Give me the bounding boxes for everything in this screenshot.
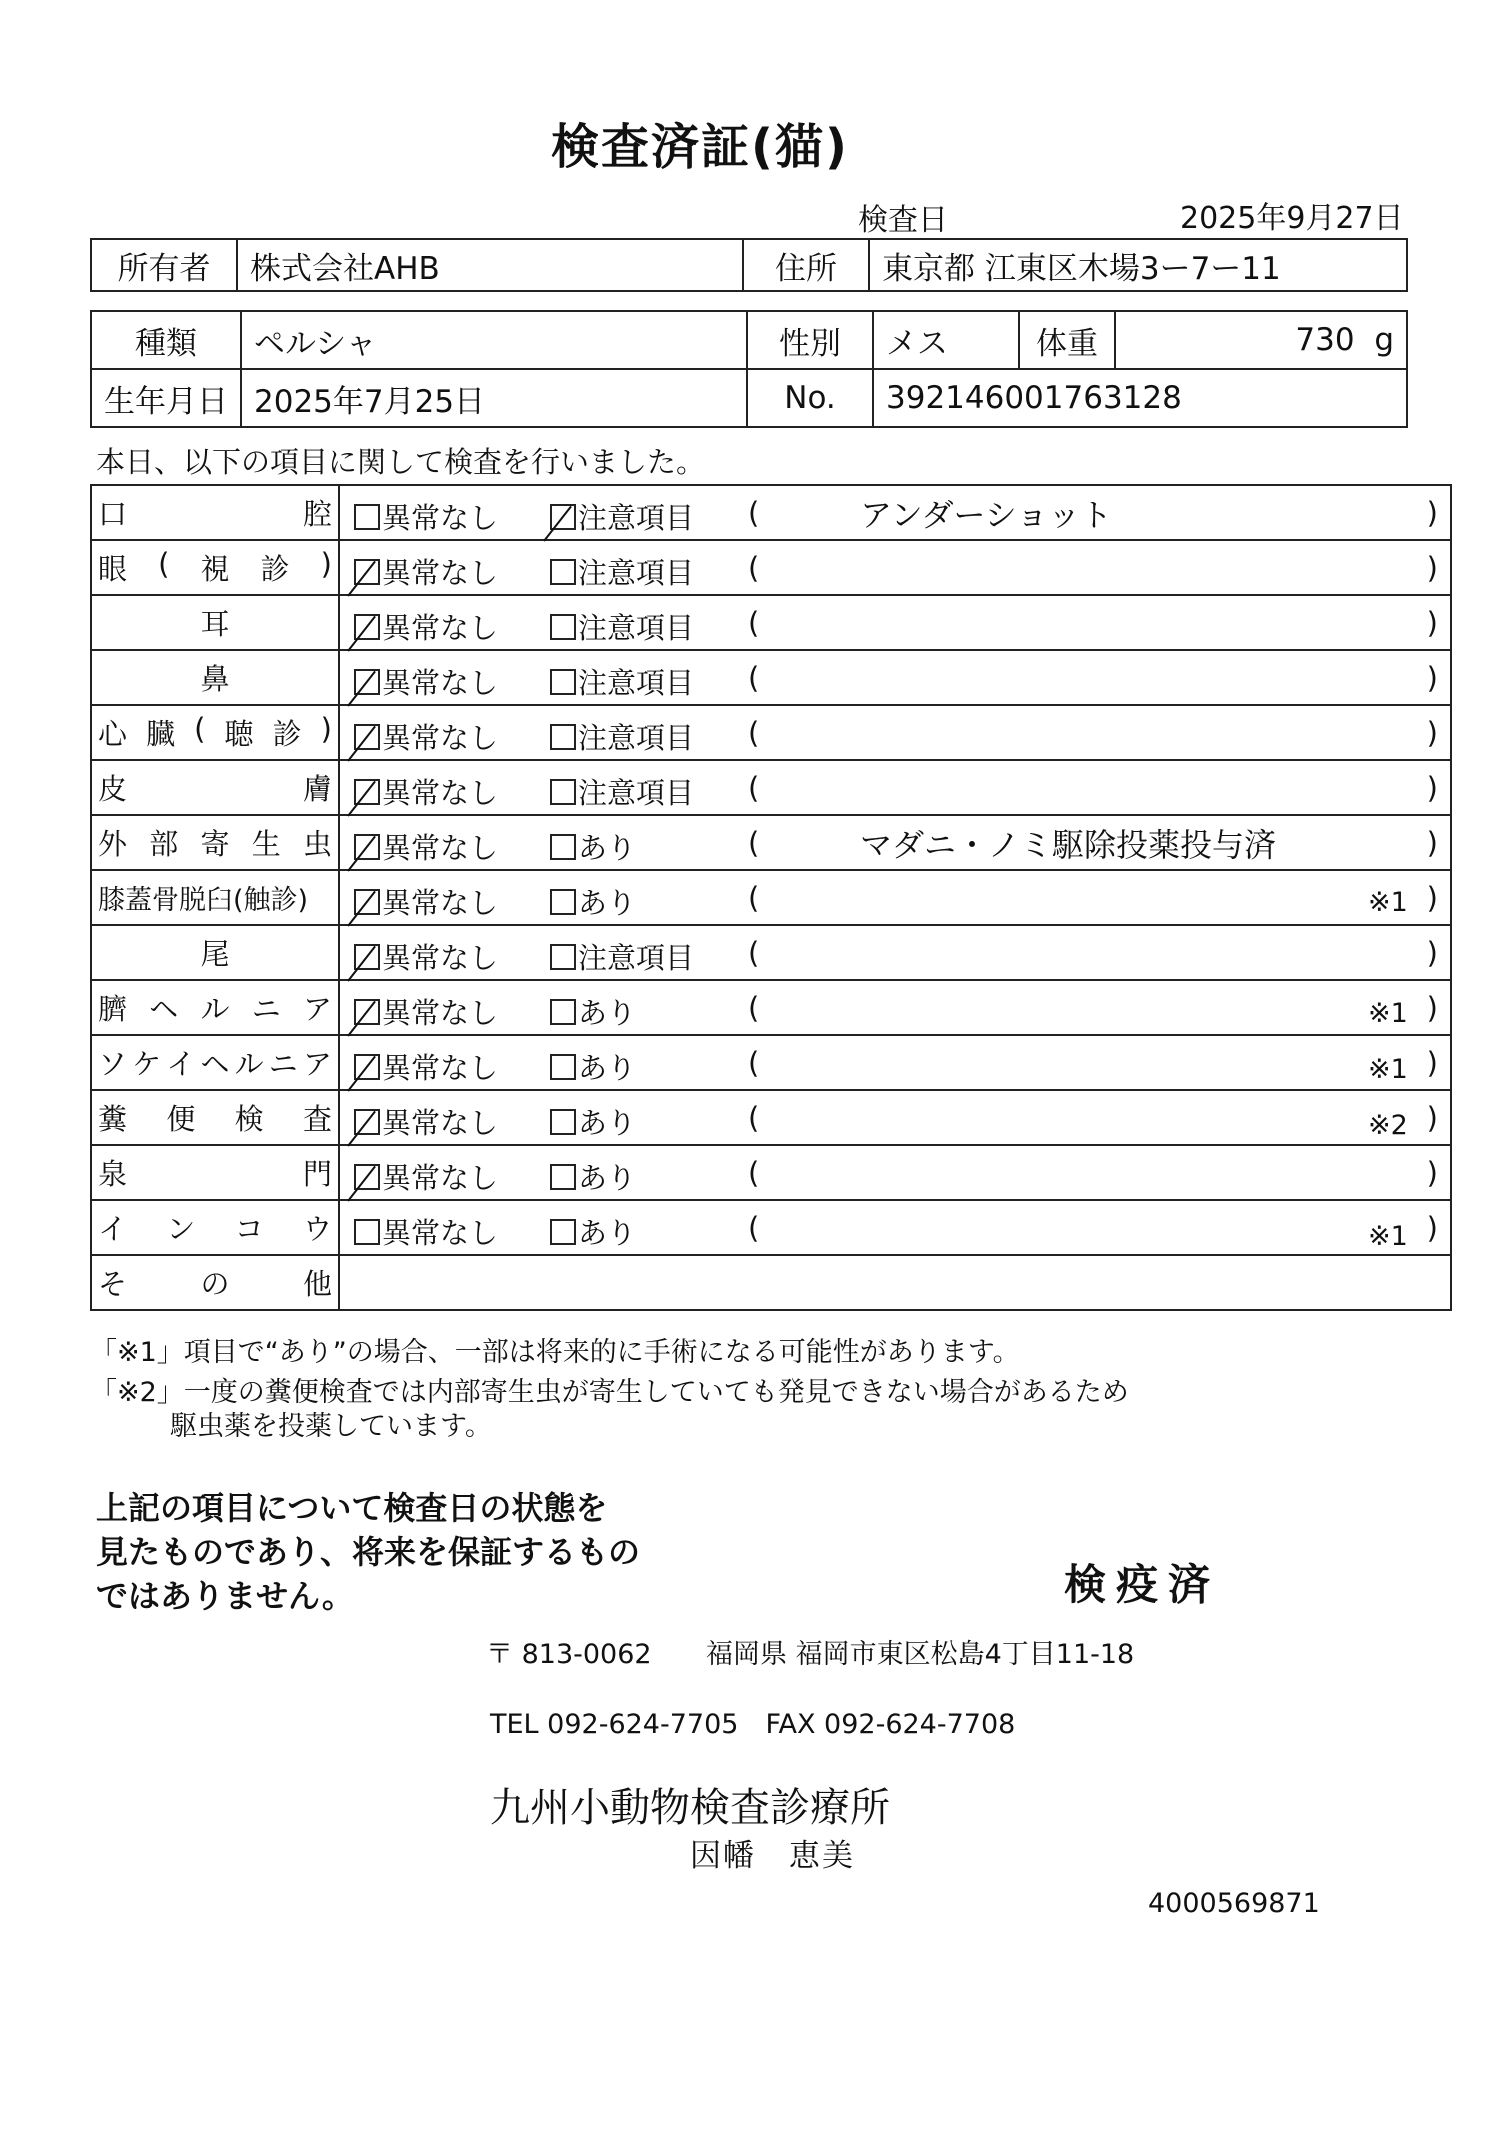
- owner-value: 株式会社AHB: [237, 239, 743, 291]
- weight-unit: g: [1374, 322, 1394, 358]
- option-secondary-label: 注意項目: [578, 501, 695, 535]
- paren-close: ): [1426, 1046, 1438, 1080]
- option-secondary[interactable]: [550, 551, 694, 592]
- option-normal[interactable]: [354, 661, 498, 702]
- checkbox-icon[interactable]: [354, 614, 380, 640]
- option-secondary-label: あり: [578, 1106, 637, 1140]
- option-normal-label: 異常なし: [382, 556, 499, 590]
- disclaimer-line: ではありません。: [96, 1577, 354, 1615]
- intro-text: 本日、以下の項目に関して検査を行いました。: [96, 445, 706, 479]
- paren-close: ): [1426, 496, 1438, 530]
- option-normal-label: 異常なし: [382, 776, 499, 810]
- item-label: 糞 便 検 査: [98, 1102, 332, 1136]
- paren-close: ): [1426, 606, 1438, 640]
- option-secondary-label: 注意項目: [578, 721, 695, 755]
- item-label: 心 臓 ( 聴 診 ): [98, 712, 332, 751]
- checkbox-icon[interactable]: [354, 504, 380, 530]
- checkbox-icon[interactable]: [550, 944, 576, 970]
- checkbox-icon[interactable]: [354, 834, 380, 860]
- option-normal-label: 異常なし: [382, 1216, 499, 1250]
- tel-fax: TEL 092-624-7705 FAX 092-624-7708: [490, 1709, 1016, 1740]
- option-normal[interactable]: [354, 1211, 498, 1252]
- paren-close: ): [1426, 991, 1438, 1025]
- footnote-mark: ※1: [1368, 886, 1408, 918]
- item-label-cell: [91, 1035, 339, 1090]
- checkbox-icon[interactable]: [354, 944, 380, 970]
- item-options-cell: [339, 815, 1451, 870]
- option-normal-label: 異常なし: [382, 1161, 499, 1195]
- check-row: [91, 1035, 1451, 1090]
- checkbox-icon[interactable]: [354, 1219, 380, 1245]
- paren-close: ): [1426, 551, 1438, 585]
- paren-close: ): [1426, 1156, 1438, 1190]
- paren-close: ): [1426, 661, 1438, 695]
- option-secondary-label: あり: [578, 1161, 637, 1195]
- item-label: 臍 ヘ ル ニ ア: [98, 992, 332, 1026]
- option-normal[interactable]: [354, 551, 498, 592]
- sex-value: メス: [873, 311, 1019, 369]
- option-normal[interactable]: [354, 716, 498, 757]
- item-options-cell: [339, 925, 1451, 980]
- item-label-cell: [91, 650, 339, 705]
- footnote-mark: ※1: [1368, 1221, 1408, 1253]
- clinic-name: 九州小動物検査診療所: [490, 1785, 890, 1831]
- checkbox-icon[interactable]: [354, 999, 380, 1025]
- option-normal-label: 異常なし: [382, 666, 499, 700]
- option-secondary[interactable]: [550, 826, 636, 867]
- item-label-cell: [91, 485, 339, 540]
- item-label: 尾: [200, 937, 230, 971]
- option-secondary[interactable]: [550, 1046, 636, 1087]
- item-options-cell: [339, 1090, 1451, 1145]
- item-label: 口 腔: [98, 497, 332, 531]
- item-label-cell: [91, 595, 339, 650]
- item-options-cell: [339, 1145, 1451, 1200]
- item-label-cell: [91, 540, 339, 595]
- option-normal[interactable]: [354, 771, 498, 812]
- check-row: [91, 485, 1451, 540]
- checkbox-icon[interactable]: [550, 724, 576, 750]
- option-secondary[interactable]: [550, 1156, 636, 1197]
- checkbox-icon[interactable]: [550, 669, 576, 695]
- disclaimer-line: 見たものであり、将来を保証するもの: [96, 1533, 641, 1571]
- paren-close: ): [1426, 1101, 1438, 1135]
- check-row: [91, 1090, 1451, 1145]
- option-secondary[interactable]: [550, 716, 694, 757]
- item-label: 皮 膚: [98, 772, 332, 806]
- check-row: [91, 815, 1451, 870]
- paren-open: (: [748, 551, 760, 585]
- weight-value: 730 g: [1115, 311, 1407, 369]
- option-secondary-label: 注意項目: [578, 666, 695, 700]
- footnote-2-line-2: 駆虫薬を投薬しています。: [170, 1411, 492, 1442]
- item-label: 外 部 寄 生 虫: [98, 827, 332, 861]
- checkbox-icon[interactable]: [550, 614, 576, 640]
- item-label: 眼 ( 視 診 ): [98, 547, 332, 586]
- paren-open: (: [748, 991, 760, 1025]
- paren-close: ): [1426, 1211, 1438, 1245]
- paren-open: (: [748, 1211, 760, 1245]
- item-label-cell: [91, 1145, 339, 1200]
- check-row: [91, 705, 1451, 760]
- item-options-cell: [339, 1200, 1451, 1255]
- disclaimer: [96, 1486, 640, 1618]
- item-label: 耳: [200, 607, 230, 641]
- item-label-cell: [91, 815, 339, 870]
- option-secondary-label: あり: [578, 1216, 637, 1250]
- paren-open: (: [748, 826, 760, 860]
- checkbox-icon[interactable]: [550, 889, 576, 915]
- option-secondary[interactable]: [550, 881, 636, 922]
- check-row: [91, 650, 1451, 705]
- item-label: 膝蓋骨脱臼(触診): [98, 885, 309, 916]
- paren-close: ): [1426, 826, 1438, 860]
- check-row-other: [91, 1255, 1451, 1310]
- clinic-address: 福岡県 福岡市東区松島4丁目11-18: [706, 1639, 1135, 1670]
- option-normal[interactable]: [354, 826, 498, 867]
- option-secondary-label: 注意項目: [578, 776, 695, 810]
- checkbox-icon[interactable]: [550, 559, 576, 585]
- disclaimer-line: 上記の項目について検査日の状態を: [96, 1489, 608, 1527]
- checkbox-icon[interactable]: [550, 1054, 576, 1080]
- footnote-mark: ※1: [1368, 998, 1408, 1030]
- item-label-cell: [91, 1255, 339, 1310]
- option-normal-label: 異常なし: [382, 1106, 499, 1140]
- option-normal-label: 異常なし: [382, 501, 499, 535]
- paren-open: (: [748, 771, 760, 805]
- option-secondary[interactable]: [550, 936, 694, 977]
- weight-label: 体重: [1019, 311, 1115, 369]
- no-value: 392146001763128: [873, 369, 1407, 427]
- check-row: [91, 870, 1451, 925]
- paren-open: (: [748, 606, 760, 640]
- paren-close: ): [1426, 881, 1438, 915]
- breed-value: ペルシャ: [241, 311, 747, 369]
- item-label-cell: [91, 1090, 339, 1145]
- paren-open: (: [748, 496, 760, 530]
- checkbox-icon[interactable]: [354, 1109, 380, 1135]
- owner-table: [90, 238, 1408, 292]
- check-row: [91, 925, 1451, 980]
- item-options-cell: [339, 705, 1451, 760]
- item-label-cell: [91, 1200, 339, 1255]
- item-label: イ ン コ ウ: [98, 1212, 332, 1246]
- item-label: 鼻: [200, 662, 230, 696]
- item-label-cell: [91, 870, 339, 925]
- item-label-cell: [91, 705, 339, 760]
- breed-label: 種類: [91, 311, 241, 369]
- check-row: [91, 595, 1451, 650]
- option-normal[interactable]: [354, 881, 498, 922]
- footnote-1: 「※1」項目で“あり”の場合、一部は将来的に手術になる可能性があります。: [90, 1337, 1020, 1368]
- option-secondary-label: 注意項目: [578, 556, 695, 590]
- address-label: 住所: [743, 239, 869, 291]
- birth-value: 2025年7月25日: [241, 369, 747, 427]
- checkbox-icon[interactable]: [550, 779, 576, 805]
- sex-label: 性別: [747, 311, 873, 369]
- other-value-cell[interactable]: [339, 1255, 1451, 1310]
- inspector-name: 因幡 恵美: [690, 1838, 855, 1874]
- check-row: [91, 1145, 1451, 1200]
- item-options-cell: [339, 870, 1451, 925]
- item-options-cell: [339, 485, 1451, 540]
- checkbox-icon[interactable]: [354, 1164, 380, 1190]
- option-secondary-label: あり: [578, 831, 637, 865]
- item-options-cell: [339, 980, 1451, 1035]
- paren-open: (: [748, 936, 760, 970]
- owner-label: 所有者: [91, 239, 237, 291]
- item-options-cell: [339, 650, 1451, 705]
- option-secondary-label: あり: [578, 1051, 637, 1085]
- option-normal[interactable]: [354, 991, 498, 1032]
- option-normal-label: 異常なし: [382, 721, 499, 755]
- option-secondary[interactable]: [550, 661, 694, 702]
- option-secondary[interactable]: [550, 1211, 636, 1252]
- document-title: 検査済証(猫): [551, 119, 849, 175]
- option-normal-label: 異常なし: [382, 611, 499, 645]
- option-normal[interactable]: [354, 496, 498, 537]
- checkbox-icon[interactable]: [354, 669, 380, 695]
- paren-open: (: [748, 716, 760, 750]
- item-label-cell: [91, 925, 339, 980]
- check-row: [91, 760, 1451, 815]
- item-label-cell: [91, 980, 339, 1035]
- option-normal-label: 異常なし: [382, 1051, 499, 1085]
- paren-open: (: [748, 1046, 760, 1080]
- check-row: [91, 540, 1451, 595]
- checkbox-icon[interactable]: [550, 834, 576, 860]
- item-label-cell: [91, 760, 339, 815]
- document-number: 4000569871: [1148, 1888, 1320, 1919]
- postal-code: 〒 813-0062: [486, 1639, 652, 1670]
- exam-date: 2025年9月27日: [1180, 201, 1404, 236]
- check-table: [90, 484, 1452, 1311]
- check-row: [91, 980, 1451, 1035]
- checkbox-icon[interactable]: [550, 999, 576, 1025]
- option-secondary[interactable]: [550, 991, 636, 1032]
- checkbox-icon[interactable]: [354, 1054, 380, 1080]
- option-normal[interactable]: [354, 1156, 498, 1197]
- item-label: 泉 門: [98, 1157, 332, 1191]
- no-label: No.: [747, 369, 873, 427]
- paren-close: ): [1426, 716, 1438, 750]
- item-label: ソ ケ イ ヘ ル ニ ア: [98, 1047, 332, 1081]
- checkbox-icon[interactable]: [550, 1164, 576, 1190]
- footnote-2-line-1: 「※2」一度の糞便検査では内部寄生虫が寄生していても発見できない場合があるため: [90, 1377, 1129, 1408]
- option-secondary-label: あり: [578, 886, 637, 920]
- option-secondary[interactable]: [550, 496, 694, 537]
- check-row: [91, 1200, 1451, 1255]
- option-secondary-label: あり: [578, 996, 637, 1030]
- birth-label: 生年月日: [91, 369, 241, 427]
- quarantine-stamp: 検疫済: [1064, 1560, 1221, 1609]
- checkbox-icon[interactable]: [550, 1219, 576, 1245]
- option-normal-label: 異常なし: [382, 831, 499, 865]
- paren-open: (: [748, 1101, 760, 1135]
- option-normal-label: 異常なし: [382, 996, 499, 1030]
- option-normal[interactable]: [354, 1101, 498, 1142]
- option-secondary[interactable]: [550, 771, 694, 812]
- option-normal-label: 異常なし: [382, 886, 499, 920]
- paren-open: (: [748, 1156, 760, 1190]
- option-normal-label: 異常なし: [382, 941, 499, 975]
- address-value: 東京都 江東区木場3ー7ー11: [869, 239, 1407, 291]
- checkbox-icon[interactable]: [550, 504, 576, 530]
- paren-open: (: [748, 661, 760, 695]
- option-secondary[interactable]: [550, 1101, 636, 1142]
- other-label: そ の 他: [98, 1267, 332, 1301]
- checkbox-icon[interactable]: [550, 1109, 576, 1135]
- option-secondary-label: 注意項目: [578, 941, 695, 975]
- checkbox-icon[interactable]: [354, 724, 380, 750]
- pet-table: [90, 310, 1408, 428]
- checkbox-icon[interactable]: [354, 559, 380, 585]
- footnote-mark: ※2: [1368, 1109, 1408, 1141]
- option-secondary-label: 注意項目: [578, 611, 695, 645]
- item-options-cell: [339, 595, 1451, 650]
- item-options-cell: [339, 540, 1451, 595]
- item-note: アンダーショット: [860, 496, 1113, 534]
- item-note: マダニ・ノミ駆除投薬投与済: [860, 826, 1277, 864]
- checkbox-icon[interactable]: [354, 779, 380, 805]
- footnote-mark: ※1: [1368, 1054, 1408, 1085]
- option-normal[interactable]: [354, 1046, 498, 1087]
- option-normal[interactable]: [354, 606, 498, 647]
- option-normal[interactable]: [354, 936, 498, 977]
- item-options-cell: [339, 1035, 1451, 1090]
- option-secondary[interactable]: [550, 606, 694, 647]
- paren-close: ): [1426, 936, 1438, 970]
- paren-close: ): [1426, 771, 1438, 805]
- paren-open: (: [748, 881, 760, 915]
- checkbox-icon[interactable]: [354, 889, 380, 915]
- item-options-cell: [339, 760, 1451, 815]
- exam-date-label: 検査日: [858, 203, 948, 238]
